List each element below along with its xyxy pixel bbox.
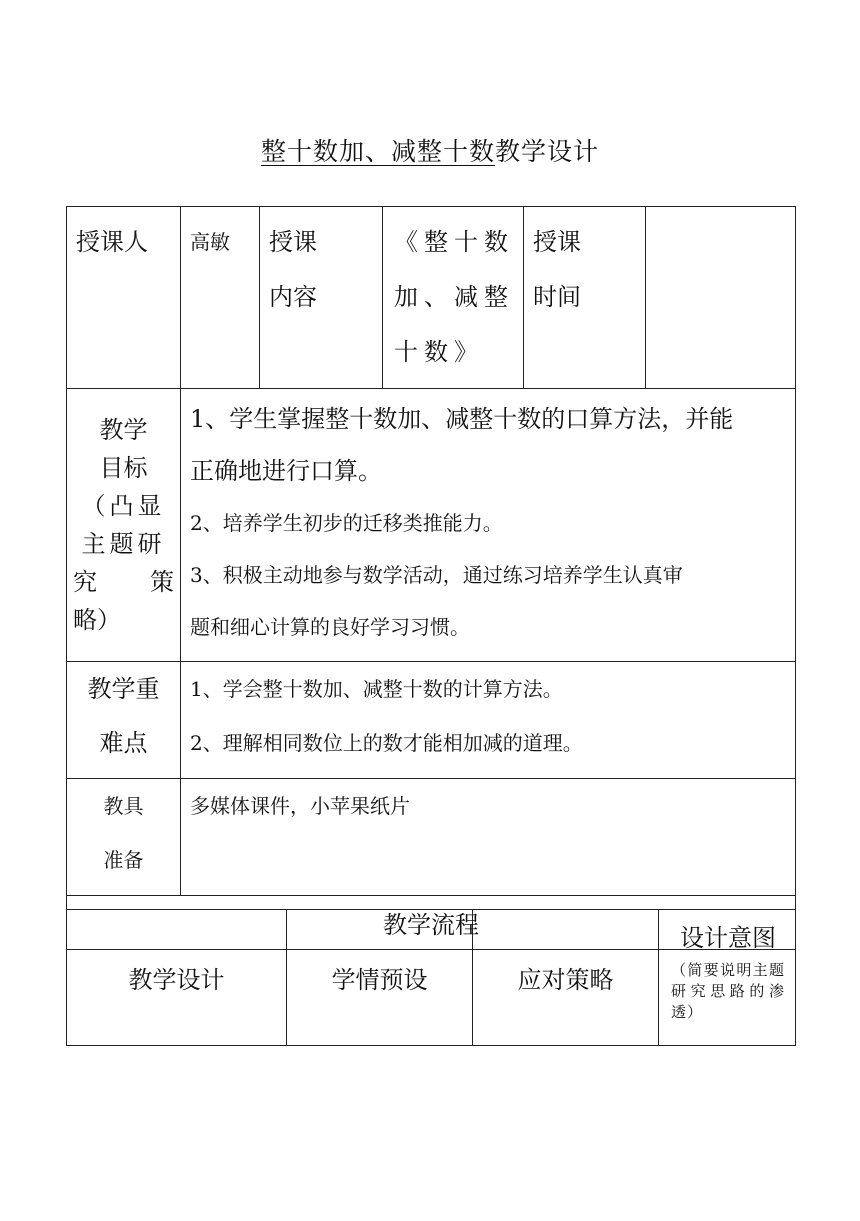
- materials-label-1: 教具: [103, 794, 144, 818]
- content-value-cell: [383, 207, 524, 389]
- time-label-1: 授课: [533, 228, 581, 256]
- objective-1b: 正确地进行口算。: [190, 457, 382, 485]
- content-label-1: 授课: [269, 228, 317, 256]
- key-points-row: [67, 662, 796, 779]
- objective-1a: 1、学生掌握整十数加、减整十数的口算方法，并能: [190, 405, 734, 433]
- strategy-column-cell: [473, 910, 659, 1046]
- strategy-column-header: 应对策略: [517, 966, 614, 994]
- time-value: [646, 207, 795, 223]
- objectives-label-5: 究 策: [73, 568, 174, 596]
- document-title: [0, 132, 860, 168]
- materials-content-cell: [181, 779, 796, 896]
- content-label-cell: [260, 207, 383, 389]
- materials-value: 多媒体课件，小苹果纸片: [190, 794, 410, 818]
- teacher-name-cell: [181, 207, 260, 389]
- teacher-label: 授课人: [76, 228, 148, 256]
- key-points-label-2: 难点: [99, 729, 148, 757]
- lesson-info-table: [66, 206, 796, 950]
- process-columns-row: [67, 910, 796, 1046]
- objectives-label-4: 主题研: [81, 530, 166, 558]
- teacher-row: [67, 207, 796, 389]
- materials-label-2: 准备: [103, 848, 144, 872]
- intent-column-header: 设计意图: [680, 924, 776, 952]
- design-column-header: 教学设计: [128, 966, 225, 994]
- objectives-label-3: （凸显: [81, 492, 166, 520]
- objectives-content-cell: [181, 389, 796, 662]
- key-points-label-cell: [67, 662, 181, 779]
- content-value-1: 《整十数: [394, 228, 514, 256]
- objectives-label-2: 目标: [99, 454, 148, 482]
- student-column-cell: [287, 910, 473, 1046]
- time-label-cell: [524, 207, 646, 389]
- objectives-label-6: 略）: [73, 606, 121, 634]
- design-column-cell: [67, 910, 287, 1046]
- key-points-label-1: 教学重: [87, 675, 160, 703]
- objective-2: 2、培养学生初步的迁移类推能力。: [190, 511, 503, 535]
- objective-3b: 题和细心计算的良好学习习惯。: [190, 615, 470, 639]
- content-value-3: 十数》: [394, 338, 484, 366]
- process-columns-table: [66, 909, 796, 1046]
- title-rest: 教学设计: [495, 137, 600, 166]
- objectives-label-1: 教学: [99, 416, 148, 444]
- time-label-2: 时间: [533, 283, 581, 311]
- student-column-header: 学情预设: [331, 966, 428, 994]
- time-value-cell: [646, 207, 796, 389]
- intent-column-cell: [659, 910, 796, 1046]
- content-value-2: 加、减整: [394, 283, 514, 311]
- objectives-label-cell: [67, 389, 181, 662]
- materials-label-cell: [67, 779, 181, 896]
- title-underlined: 整十数加、减整十数: [260, 137, 495, 166]
- intent-column-note: （简要说明主题研究思路的渗透）: [671, 961, 785, 1021]
- materials-row: [67, 779, 796, 896]
- key-point-2: 2、理解相同数位上的数才能相加减的道理。: [190, 731, 583, 755]
- objective-3a: 3、积极主动地参与数学活动，通过练习培养学生认真审: [190, 563, 683, 587]
- teacher-name: 高敏: [190, 230, 230, 254]
- key-point-1: 1、学会整十数加、减整十数的计算方法。: [190, 677, 563, 701]
- key-points-content-cell: [181, 662, 796, 779]
- process-heading: 教学流程: [383, 911, 479, 939]
- objectives-row: [67, 389, 796, 662]
- content-label-2: 内容: [269, 283, 317, 311]
- teacher-label-cell: [67, 207, 181, 389]
